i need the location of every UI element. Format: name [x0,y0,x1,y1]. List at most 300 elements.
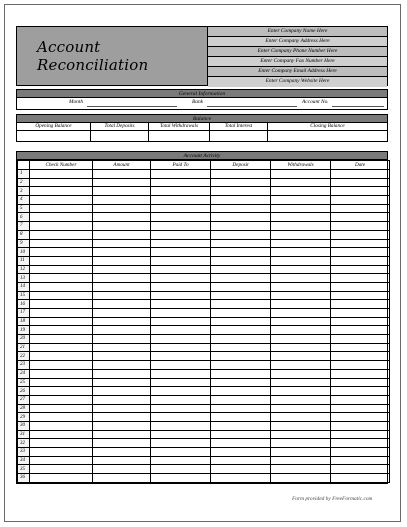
paid-to-cell[interactable] [151,343,211,352]
table-row [18,474,390,483]
withdrawals-cell[interactable] [271,352,331,361]
paid-to-cell[interactable] [151,274,211,283]
withdrawals-cell[interactable] [271,256,331,265]
total-withdrawals-label: Total Withdrawals [149,123,209,131]
check-number-cell[interactable] [30,248,93,257]
table-row [18,248,390,257]
paid-to-cell[interactable] [151,474,211,483]
paid-to-cell[interactable] [151,248,211,257]
paid-to-cell[interactable] [151,395,211,404]
table-row [18,239,390,248]
deposit-cell[interactable] [211,352,271,361]
row-number: 36 [18,474,30,483]
amount-cell[interactable] [93,187,151,196]
date-cell[interactable] [331,222,390,231]
deposit-cell[interactable] [211,395,271,404]
table-row [18,413,390,422]
paid-to-cell[interactable] [151,256,211,265]
paid-to-cell[interactable] [151,213,211,222]
opening-balance-label: Opening Balance [17,123,90,131]
deposit-cell[interactable] [211,291,271,300]
company-fax-field[interactable]: Enter Company Fax Number Here [208,57,387,67]
table-row [18,213,390,222]
deposit-cell[interactable] [211,178,271,187]
withdrawals-cell[interactable] [271,421,331,430]
paid-to-cell[interactable] [151,309,211,318]
table-row [18,395,390,404]
paid-to-cell[interactable] [151,326,211,335]
date-cell[interactable] [331,213,390,222]
deposit-cell[interactable] [211,456,271,465]
deposit-cell[interactable] [211,248,271,257]
row-number: 32 [18,439,30,448]
withdrawals-cell[interactable] [271,265,331,274]
withdrawals-cell[interactable] [271,187,331,196]
amount-cell[interactable] [93,456,151,465]
total-interest-label: Total Interest [210,123,267,131]
table-row [18,282,390,291]
check-number-cell[interactable] [30,474,93,483]
deposit-cell[interactable] [211,196,271,205]
withdrawals-header: Withdrawals [271,161,331,170]
bank-label: Bank [192,99,204,105]
date-cell[interactable] [331,430,390,439]
month-field[interactable] [87,106,177,107]
row-number: 6 [18,213,30,222]
deposit-cell[interactable] [211,213,271,222]
deposit-cell[interactable] [211,222,271,231]
row-number: 34 [18,456,30,465]
date-cell[interactable] [331,335,390,344]
check-number-cell[interactable] [30,352,93,361]
company-email-field[interactable]: Enter Company Email Address Here [208,67,387,77]
deposit-cell[interactable] [211,361,271,370]
amount-cell[interactable] [93,239,151,248]
withdrawals-cell[interactable] [271,178,331,187]
check-number-cell[interactable] [30,230,93,239]
activity-header-row [18,161,390,170]
row-number: 20 [18,335,30,344]
deposit-cell[interactable] [211,335,271,344]
paid-to-cell[interactable] [151,465,211,474]
amount-cell[interactable] [93,230,151,239]
table-row [18,465,390,474]
date-cell[interactable] [331,378,390,387]
check-number-cell[interactable] [30,369,93,378]
paid-to-cell[interactable] [151,204,211,213]
amount-cell[interactable] [93,430,151,439]
date-cell[interactable] [331,204,390,213]
deposit-cell[interactable] [211,404,271,413]
amount-cell[interactable] [93,178,151,187]
paid-to-cell[interactable] [151,378,211,387]
paid-to-cell[interactable] [151,178,211,187]
amount-cell[interactable] [93,256,151,265]
row-number: 16 [18,300,30,309]
table-row [18,421,390,430]
withdrawals-cell[interactable] [271,404,331,413]
check-number-cell[interactable] [30,309,93,318]
table-row [18,309,390,318]
table-row [18,378,390,387]
form-title: Account Reconciliation [37,38,149,74]
date-cell[interactable] [331,404,390,413]
check-number-cell[interactable] [30,178,93,187]
withdrawals-cell[interactable] [271,326,331,335]
withdrawals-cell[interactable] [271,395,331,404]
deposit-cell[interactable] [211,430,271,439]
date-cell[interactable] [331,456,390,465]
deposit-cell[interactable] [211,187,271,196]
check-number-cell[interactable] [30,335,93,344]
deposit-cell[interactable] [211,421,271,430]
deposit-cell[interactable] [211,282,271,291]
deposit-cell[interactable] [211,326,271,335]
check-number-cell[interactable] [30,456,93,465]
date-cell[interactable] [331,309,390,318]
amount-cell[interactable] [93,282,151,291]
amount-cell[interactable] [93,248,151,257]
check-number-cell[interactable] [30,395,93,404]
date-cell[interactable] [331,256,390,265]
table-row [18,170,390,179]
row-number: 9 [18,239,30,248]
paid-to-cell[interactable] [151,230,211,239]
row-number: 5 [18,204,30,213]
row-number: 10 [18,248,30,257]
total-deposits-label: Total Deposits [91,123,148,131]
date-cell[interactable] [331,421,390,430]
table-row [18,387,390,396]
check-number-cell[interactable] [30,213,93,222]
row-number: 19 [18,326,30,335]
row-number: 13 [18,274,30,283]
paid-to-cell[interactable] [151,282,211,291]
amount-cell[interactable] [93,413,151,422]
general-info-heading: General Information [16,89,388,98]
paid-to-cell[interactable] [151,421,211,430]
deposit-cell[interactable] [211,239,271,248]
withdrawals-cell[interactable] [271,300,331,309]
date-cell[interactable] [331,352,390,361]
row-number: 2 [18,178,30,187]
company-info-block [208,26,388,86]
row-number-header [18,161,30,170]
deposit-cell[interactable] [211,256,271,265]
table-row [18,291,390,300]
check-number-cell[interactable] [30,343,93,352]
row-number: 1 [18,170,30,179]
withdrawals-cell[interactable] [271,430,331,439]
paid-to-cell[interactable] [151,317,211,326]
date-cell[interactable] [331,170,390,179]
check-number-cell[interactable] [30,448,93,457]
amount-cell[interactable] [93,222,151,231]
date-cell[interactable] [331,187,390,196]
withdrawals-cell[interactable] [271,369,331,378]
amount-cell[interactable] [93,395,151,404]
withdrawals-cell[interactable] [271,222,331,231]
paid-to-cell[interactable] [151,439,211,448]
withdrawals-cell[interactable] [271,456,331,465]
withdrawals-cell[interactable] [271,274,331,283]
deposit-cell[interactable] [211,448,271,457]
deposit-cell[interactable] [211,230,271,239]
check-number-cell[interactable] [30,439,93,448]
table-row [18,222,390,231]
amount-cell[interactable] [93,265,151,274]
paid-to-cell[interactable] [151,335,211,344]
paid-to-cell[interactable] [151,361,211,370]
deposit-cell[interactable] [211,309,271,318]
row-number: 22 [18,352,30,361]
amount-header: Amount [93,161,151,170]
amount-cell[interactable] [93,361,151,370]
paid-to-cell[interactable] [151,387,211,396]
account-activity-table [16,160,388,484]
date-cell[interactable] [331,178,390,187]
amount-cell[interactable] [93,213,151,222]
amount-cell[interactable] [93,204,151,213]
deposit-cell[interactable] [211,300,271,309]
check-number-cell[interactable] [30,404,93,413]
check-number-cell[interactable] [30,196,93,205]
deposit-cell[interactable] [211,170,271,179]
withdrawals-cell[interactable] [271,361,331,370]
date-cell[interactable] [331,300,390,309]
paid-to-header: Paid To [151,161,211,170]
date-cell[interactable] [331,474,390,483]
paid-to-cell[interactable] [151,413,211,422]
company-phone-field[interactable]: Enter Company Phone Number Here [208,47,387,57]
deposit-cell[interactable] [211,343,271,352]
deposit-cell[interactable] [211,439,271,448]
check-number-cell[interactable] [30,256,93,265]
footer-credit: Form provided by FreeFormatic.com [292,496,373,502]
withdrawals-cell[interactable] [271,317,331,326]
amount-cell[interactable] [93,196,151,205]
date-cell[interactable] [331,239,390,248]
deposit-cell[interactable] [211,465,271,474]
table-row [18,404,390,413]
date-cell[interactable] [331,448,390,457]
withdrawals-cell[interactable] [271,378,331,387]
closing-balance-cell[interactable] [268,123,387,141]
deposit-cell[interactable] [211,387,271,396]
amount-cell[interactable] [93,274,151,283]
date-cell[interactable] [331,465,390,474]
deposit-cell[interactable] [211,413,271,422]
date-cell[interactable] [331,282,390,291]
check-number-cell[interactable] [30,170,93,179]
amount-cell[interactable] [93,300,151,309]
check-number-cell[interactable] [30,239,93,248]
check-number-cell[interactable] [30,387,93,396]
amount-cell[interactable] [93,309,151,318]
row-number: 24 [18,369,30,378]
check-number-cell[interactable] [30,317,93,326]
paid-to-cell[interactable] [151,239,211,248]
opening-balance-cell[interactable] [17,123,91,141]
check-number-cell[interactable] [30,326,93,335]
amount-cell[interactable] [93,352,151,361]
deposit-cell[interactable] [211,369,271,378]
total-deposits-cell[interactable] [91,123,149,141]
table-row [18,456,390,465]
table-row [18,430,390,439]
date-cell[interactable] [331,274,390,283]
check-number-cell[interactable] [30,187,93,196]
bank-field[interactable] [207,106,297,107]
date-cell[interactable] [331,230,390,239]
withdrawals-cell[interactable] [271,465,331,474]
withdrawals-cell[interactable] [271,387,331,396]
check-number-cell[interactable] [30,421,93,430]
amount-cell[interactable] [93,378,151,387]
row-number: 23 [18,361,30,370]
table-row [18,335,390,344]
amount-cell[interactable] [93,170,151,179]
date-cell[interactable] [331,413,390,422]
row-number: 15 [18,291,30,300]
paid-to-cell[interactable] [151,448,211,457]
company-name-field[interactable]: Enter Company Name Here [208,27,387,37]
total-withdrawals-cell[interactable] [149,123,210,141]
row-number: 14 [18,282,30,291]
amount-cell[interactable] [93,387,151,396]
check-number-cell[interactable] [30,204,93,213]
check-number-cell[interactable] [30,378,93,387]
paid-to-cell[interactable] [151,300,211,309]
paid-to-cell[interactable] [151,404,211,413]
paid-to-cell[interactable] [151,430,211,439]
form-page [4,4,401,522]
paid-to-cell[interactable] [151,369,211,378]
amount-cell[interactable] [93,369,151,378]
withdrawals-cell[interactable] [271,448,331,457]
company-address-field[interactable]: Enter Company Address Here [208,37,387,47]
row-number: 12 [18,265,30,274]
table-row [18,230,390,239]
deposit-cell[interactable] [211,474,271,483]
check-number-cell[interactable] [30,291,93,300]
date-cell[interactable] [331,265,390,274]
withdrawals-cell[interactable] [271,196,331,205]
account-number-field[interactable] [332,106,384,107]
closing-balance-label: Closing Balance [268,123,387,131]
withdrawals-cell[interactable] [271,248,331,257]
date-cell[interactable] [331,196,390,205]
withdrawals-cell[interactable] [271,170,331,179]
amount-cell[interactable] [93,439,151,448]
withdrawals-cell[interactable] [271,413,331,422]
check-number-cell[interactable] [30,222,93,231]
check-number-cell[interactable] [30,300,93,309]
row-number: 28 [18,404,30,413]
paid-to-cell[interactable] [151,291,211,300]
check-number-cell[interactable] [30,282,93,291]
deposit-cell[interactable] [211,317,271,326]
amount-cell[interactable] [93,291,151,300]
company-website-field[interactable]: Enter Company Website Here [208,77,387,87]
withdrawals-cell[interactable] [271,239,331,248]
check-number-cell[interactable] [30,274,93,283]
paid-to-cell[interactable] [151,170,211,179]
table-row [18,196,390,205]
deposit-cell[interactable] [211,204,271,213]
withdrawals-cell[interactable] [271,439,331,448]
date-cell[interactable] [331,343,390,352]
amount-cell[interactable] [93,465,151,474]
row-number: 17 [18,309,30,318]
amount-cell[interactable] [93,421,151,430]
account-activity-heading: Account Activity [16,151,388,160]
date-cell[interactable] [331,248,390,257]
check-number-cell[interactable] [30,465,93,474]
paid-to-cell[interactable] [151,352,211,361]
withdrawals-cell[interactable] [271,282,331,291]
amount-cell[interactable] [93,326,151,335]
amount-cell[interactable] [93,474,151,483]
paid-to-cell[interactable] [151,456,211,465]
deposit-cell[interactable] [211,378,271,387]
amount-cell[interactable] [93,448,151,457]
row-number: 3 [18,187,30,196]
withdrawals-cell[interactable] [271,474,331,483]
date-cell[interactable] [331,387,390,396]
total-interest-cell[interactable] [210,123,268,141]
paid-to-cell[interactable] [151,222,211,231]
withdrawals-cell[interactable] [271,204,331,213]
date-cell[interactable] [331,326,390,335]
withdrawals-cell[interactable] [271,343,331,352]
deposit-cell[interactable] [211,274,271,283]
table-row [18,439,390,448]
amount-cell[interactable] [93,317,151,326]
date-cell[interactable] [331,439,390,448]
paid-to-cell[interactable] [151,196,211,205]
check-number-cell[interactable] [30,413,93,422]
date-cell[interactable] [331,317,390,326]
date-cell[interactable] [331,291,390,300]
date-cell[interactable] [331,361,390,370]
row-number: 8 [18,230,30,239]
row-number: 31 [18,430,30,439]
row-number: 27 [18,395,30,404]
row-number: 18 [18,317,30,326]
date-cell[interactable] [331,369,390,378]
paid-to-cell[interactable] [151,265,211,274]
paid-to-cell[interactable] [151,187,211,196]
withdrawals-cell[interactable] [271,213,331,222]
withdrawals-cell[interactable] [271,309,331,318]
withdrawals-cell[interactable] [271,230,331,239]
check-number-cell[interactable] [30,361,93,370]
account-number-label: Account No. [302,99,329,105]
amount-cell[interactable] [93,404,151,413]
row-number: 29 [18,413,30,422]
check-number-cell[interactable] [30,430,93,439]
amount-cell[interactable] [93,343,151,352]
table-row [18,204,390,213]
withdrawals-cell[interactable] [271,291,331,300]
row-number: 25 [18,378,30,387]
withdrawals-cell[interactable] [271,335,331,344]
check-number-cell[interactable] [30,265,93,274]
amount-cell[interactable] [93,335,151,344]
deposit-cell[interactable] [211,265,271,274]
date-cell[interactable] [331,395,390,404]
